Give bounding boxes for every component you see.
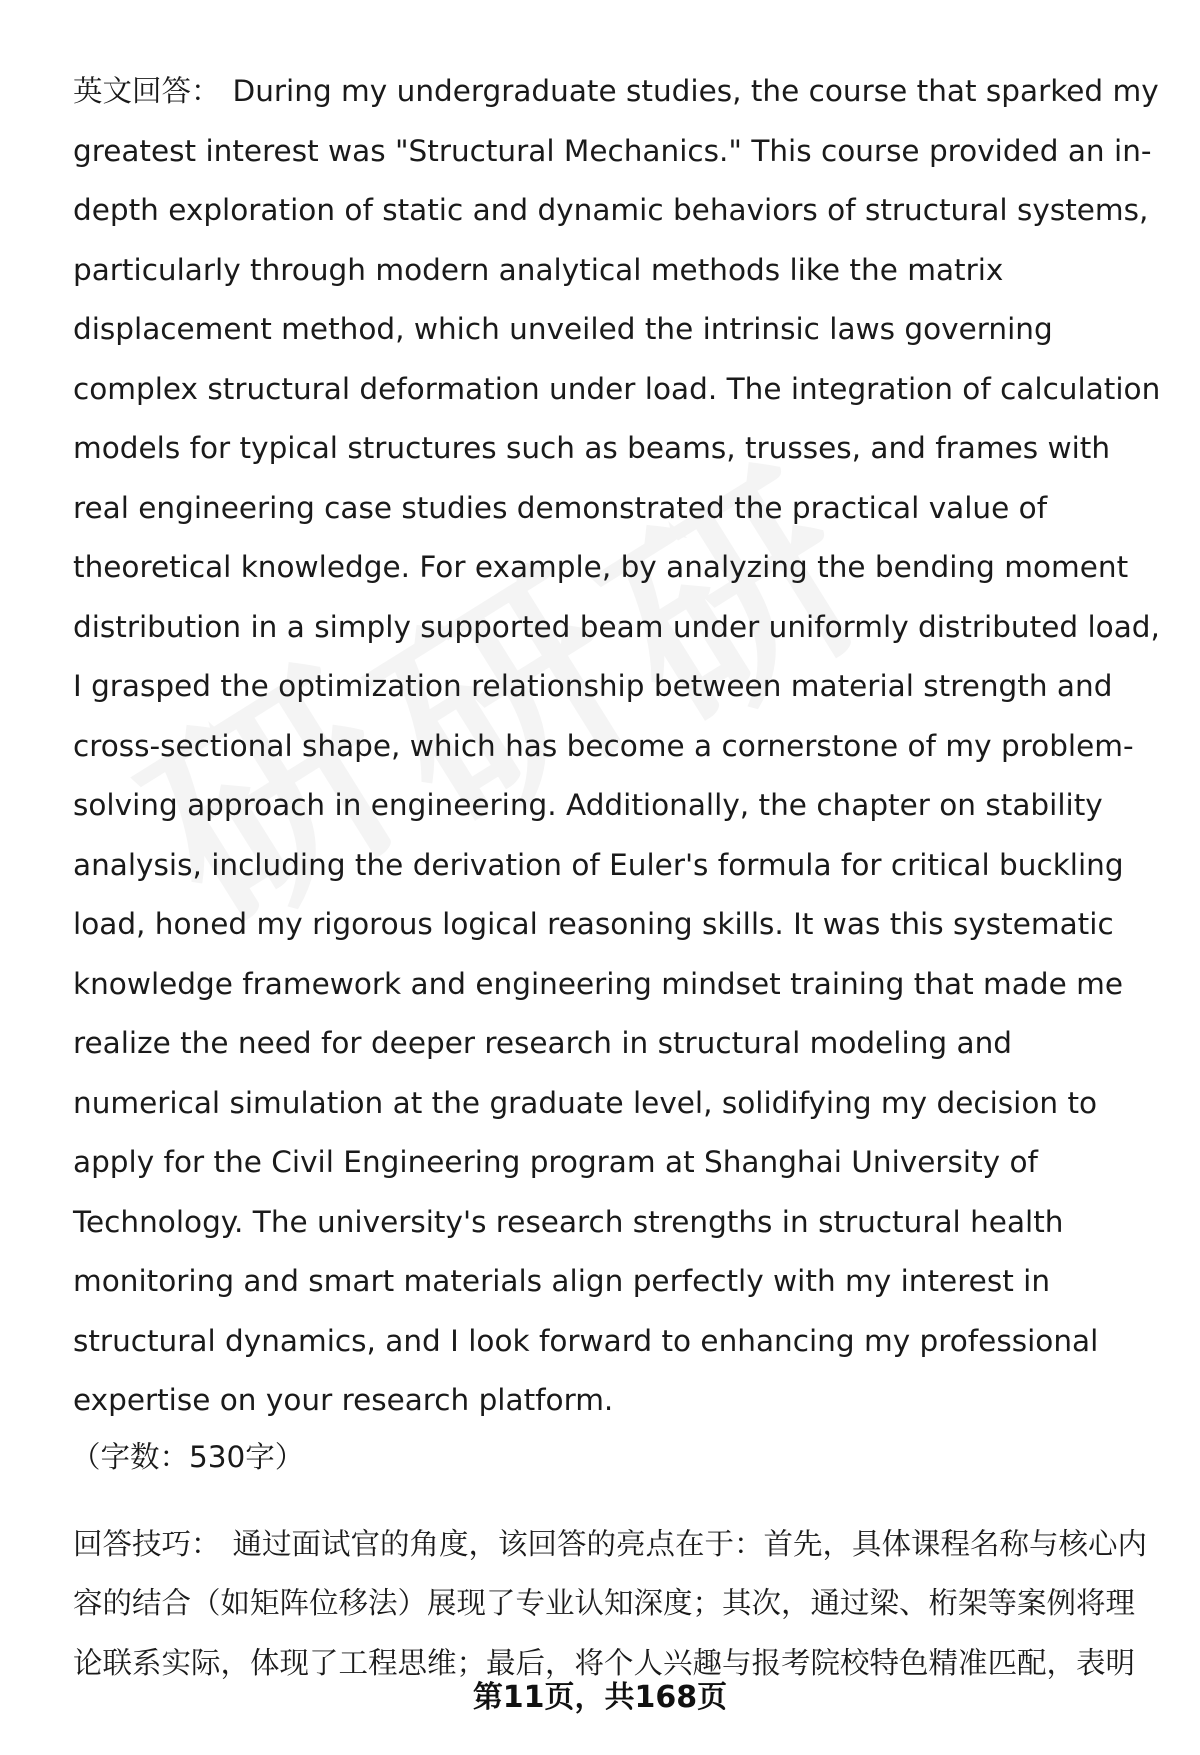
english-answer-label: 英文回答：: [73, 74, 221, 108]
document-body: [73, 62, 1163, 1693]
answer-tips-label: 回答技巧：: [73, 1526, 221, 1561]
english-answer-paragraph: [73, 62, 1163, 1431]
english-answer-text: During my undergraduate studies, the course that sparked my greatest interest was "Structural Mechanics." This course provided an in-depth exploration of static and dynamic behaviors of structural systems, particularly through modern analytical methods like the matrix displacement method, which unveiled the intrinsic laws governing complex structural deformation under load. The integration of calculation models for typical structures such as beams, trusses, and frames with real engineering case studies demonstrated the practical value of theoretical knowledge. For example, by analyzing the bending moment distribution in a simply supported beam under uniformly distributed load, I grasped the optimization relationship between material strength and cross-sectional shape, which has become a cornerstone of my problem-solving approach in engineering. Additionally, the chapter on stability analysis, including the derivation of Euler's formula for critical buckling load, honed my rigorous logical reasoning skills. It was this systematic knowledge framework and engineering mindset training that made me realize the need for deeper research in structural modeling and numerical simulation at the graduate level, solidifying my decision to apply for the Civil Engineering program at Shanghai University of Technology. The university's research strengths in structural health monitoring and smart materials align perfectly with my interest in structural dynamics, and I look forward to enhancing my professional expertise on your research platform.: [73, 74, 1161, 1417]
answer-tips-paragraph: [73, 1515, 1163, 1694]
word-count: （字数：530字）: [71, 1439, 305, 1474]
page-number: 第11页，共168页: [472, 1680, 728, 1715]
answer-tips-text: 通过面试官的角度，该回答的亮点在于：首先，具体课程名称与核心内容的结合（如矩阵位移法）展现了专业认知深度；其次，通过梁、桁架等案例将理论联系实际，体现了工程思维；最后，将个人兴趣与报考院校特色精准匹配，表明: [73, 1526, 1148, 1680]
